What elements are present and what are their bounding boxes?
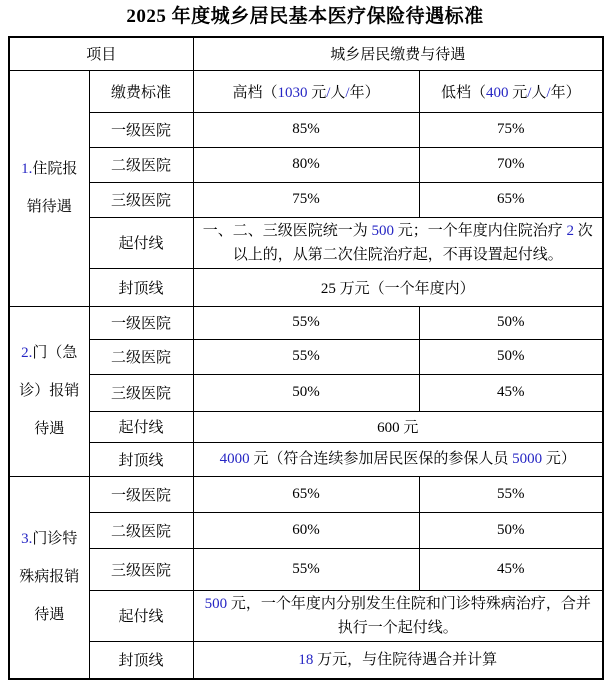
section-label-line: 2.门（急	[21, 345, 78, 361]
row-label-deductible: 起付线	[89, 590, 193, 641]
rate-cell: 45%	[419, 374, 603, 411]
rate-cell: 55%	[419, 476, 603, 512]
row-label-hospital1: 一级医院	[89, 476, 193, 512]
row-label-cap: 封顶线	[89, 641, 193, 679]
rate-cell: 80%	[193, 147, 419, 182]
rate-cell: 50%	[419, 339, 603, 374]
table-row	[9, 590, 603, 641]
page-title: 2025 年度城乡居民基本医疗保险待遇标准	[126, 6, 484, 27]
rate-cell: 55%	[193, 339, 419, 374]
insurance-benefits-table	[8, 36, 604, 680]
rate-cell: 65%	[193, 476, 419, 512]
table-row	[9, 476, 603, 512]
payment-standard-row	[9, 70, 603, 112]
row-label-deductible: 起付线	[89, 411, 193, 442]
table-row	[9, 512, 603, 548]
row-label-payment-standard: 缴费标准	[89, 70, 193, 112]
table-header-row	[9, 37, 603, 70]
table-row	[9, 442, 603, 476]
row-label-cap: 封顶线	[89, 268, 193, 306]
cap-note-cell: 4000 元（符合连续参加居民医保的参保人员 5000 元）	[193, 442, 603, 476]
table-row	[9, 147, 603, 182]
row-label-deductible: 起付线	[89, 217, 193, 268]
section-label-line: 3.门诊特	[21, 531, 78, 548]
low-tier-cell: 低档（400 元/人/年）	[419, 70, 603, 112]
table-row	[9, 268, 603, 306]
rate-cell: 65%	[419, 182, 603, 217]
rate-cell: 50%	[419, 306, 603, 339]
row-label-hospital1: 一级医院	[89, 306, 193, 339]
row-label-hospital2: 二级医院	[89, 147, 193, 182]
rate-cell: 70%	[419, 147, 603, 182]
deductible-note-cell: 500 元，一个年度内分别发生住院和门诊特殊病治疗，合并执行一个起付线。	[193, 590, 603, 641]
row-label-hospital2: 二级医院	[89, 339, 193, 374]
section-label-outpatient	[9, 306, 89, 476]
rate-cell: 60%	[193, 512, 419, 548]
section-label-hospitalization	[9, 70, 89, 306]
rate-cell: 50%	[419, 512, 603, 548]
table-row	[9, 339, 603, 374]
high-tier-cell: 高档（1030 元/人/年）	[193, 70, 419, 112]
section-label-line: 诊）报销	[19, 383, 80, 399]
section-label-special-disease	[9, 476, 89, 679]
table-row	[9, 112, 603, 147]
rate-cell: 45%	[419, 548, 603, 590]
table-row	[9, 217, 603, 268]
table-row	[9, 374, 603, 411]
row-label-hospital2: 二级医院	[89, 512, 193, 548]
rate-cell: 75%	[419, 112, 603, 147]
row-label-hospital3: 三级医院	[89, 548, 193, 590]
rate-cell: 50%	[193, 374, 419, 411]
deductible-note-cell: 一、二、三级医院统一为 500 元；一个年度内住院治疗 2 次以上的，从第二次住院治疗起，不再设置起付线。	[193, 217, 603, 268]
deductible-value-cell: 600 元	[193, 411, 603, 442]
header-cell-payment: 城乡居民缴费与待遇	[193, 37, 603, 70]
table-row	[9, 548, 603, 590]
table-row	[9, 306, 603, 339]
section-label-line: 销待遇	[26, 199, 72, 215]
cap-value-cell: 25 万元（一个年度内）	[193, 268, 603, 306]
rate-cell: 55%	[193, 548, 419, 590]
table-row	[9, 182, 603, 217]
section-label-line: 待遇	[34, 607, 65, 624]
section-label-line: 待遇	[34, 421, 65, 437]
section-label-line: 殊病报销	[19, 569, 80, 586]
row-label-hospital3: 三级医院	[89, 182, 193, 217]
rate-cell: 85%	[193, 112, 419, 147]
section-label-line: 1.住院报	[21, 161, 78, 177]
table-row	[9, 641, 603, 679]
cap-value-cell: 18 万元，与住院待遇合并计算	[193, 641, 603, 679]
row-label-hospital1: 一级医院	[89, 112, 193, 147]
rate-cell: 55%	[193, 306, 419, 339]
table-row	[9, 411, 603, 442]
header-cell-project: 项目	[9, 37, 193, 70]
rate-cell: 75%	[193, 182, 419, 217]
row-label-cap: 封顶线	[89, 442, 193, 476]
row-label-hospital3: 三级医院	[89, 374, 193, 411]
